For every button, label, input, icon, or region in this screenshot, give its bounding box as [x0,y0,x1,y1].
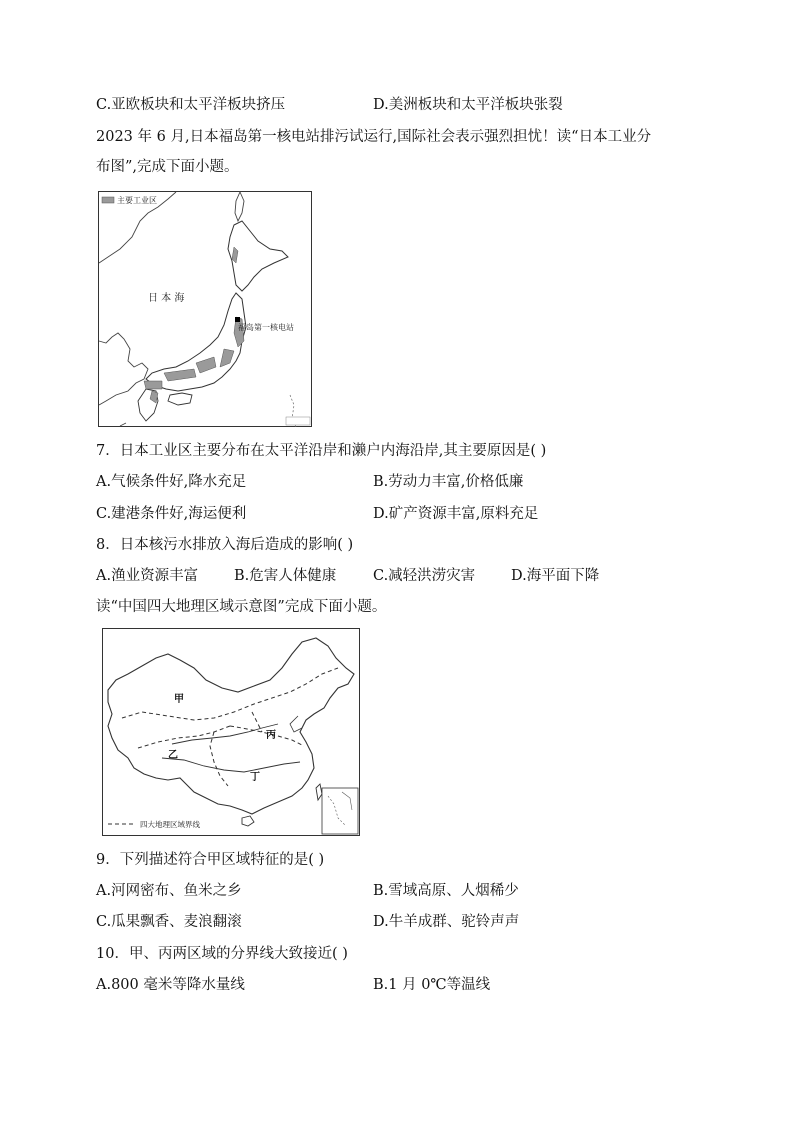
q8-option-a: A.渔业资源丰富 [96,568,199,584]
q7-option-c: C.建港条件好,海运便利 [96,506,247,522]
china-regions-map [102,628,360,836]
china-legend-label: 四大地理区域界线 [140,820,200,829]
q9-option-c: C.瓜果飘香、麦浪翻滚 [96,914,242,930]
q9-stem: 9．下列描述符合甲区域特征的是( ) [96,852,325,868]
fukushima-label: 福岛第一核电站 [238,323,294,332]
q8-stem: 8．日本核污水排放入海后造成的影响( ) [96,537,354,553]
q9-option-a: A.河网密布、鱼米之乡 [96,883,242,899]
china-map-svg [102,628,360,836]
region-bing-label: 丙 [266,730,276,741]
region-jia-label: 甲 [174,694,184,705]
intro-china-line1: 读“中国四大地理区域示意图”完成下面小题。 [96,599,387,615]
region-ding-label: 丁 [250,772,260,783]
region-yi-label: 乙 [168,750,178,761]
japan-industry-map [98,191,312,427]
legend-swatch [102,197,114,203]
japan-legend-label: 主要工业区 [117,196,157,205]
q9-option-b: B.雪域高原、人烟稀少 [373,883,519,899]
q7-stem: 7．日本工业区主要分布在太平洋沿岸和濑户内海沿岸,其主要原因是( ) [96,443,547,459]
q8-option-b: B.危害人体健康 [234,568,337,584]
sea-of-japan-label: 日 本 海 [148,293,185,304]
q8-option-d: D.海平面下降 [511,568,600,584]
q8-option-c: C.减轻洪涝灾害 [373,568,476,584]
q6-option-d: D.美洲板块和太平洋板块张裂 [373,97,563,113]
q10-option-a: A.800 毫米等降水量线 [96,977,245,993]
south-china-sea-inset [322,788,358,834]
intro-japan-line1: 2023 年 6 月,日本福岛第一核电站排污试运行,国际社会表示强烈担忧！读“日本工业分 [96,129,652,145]
q7-option-b: B.劳动力丰富,价格低廉 [373,474,524,490]
q9-option-d: D.牛羊成群、驼铃声声 [373,914,520,930]
fukushima-marker [235,317,240,322]
q7-option-d: D.矿产资源丰富,原料充足 [373,506,539,522]
q10-stem: 10．甲、丙两区域的分界线大致接近( ) [96,946,348,962]
q6-option-c: C.亚欧板块和太平洋板块挤压 [96,97,286,113]
intro-japan-line2: 布图”,完成下面小题。 [96,159,239,175]
q7-option-a: A.气候条件好,降水充足 [96,474,247,490]
q10-option-b: B.1 月 0℃等温线 [373,977,491,993]
japan-map-svg [98,191,312,427]
